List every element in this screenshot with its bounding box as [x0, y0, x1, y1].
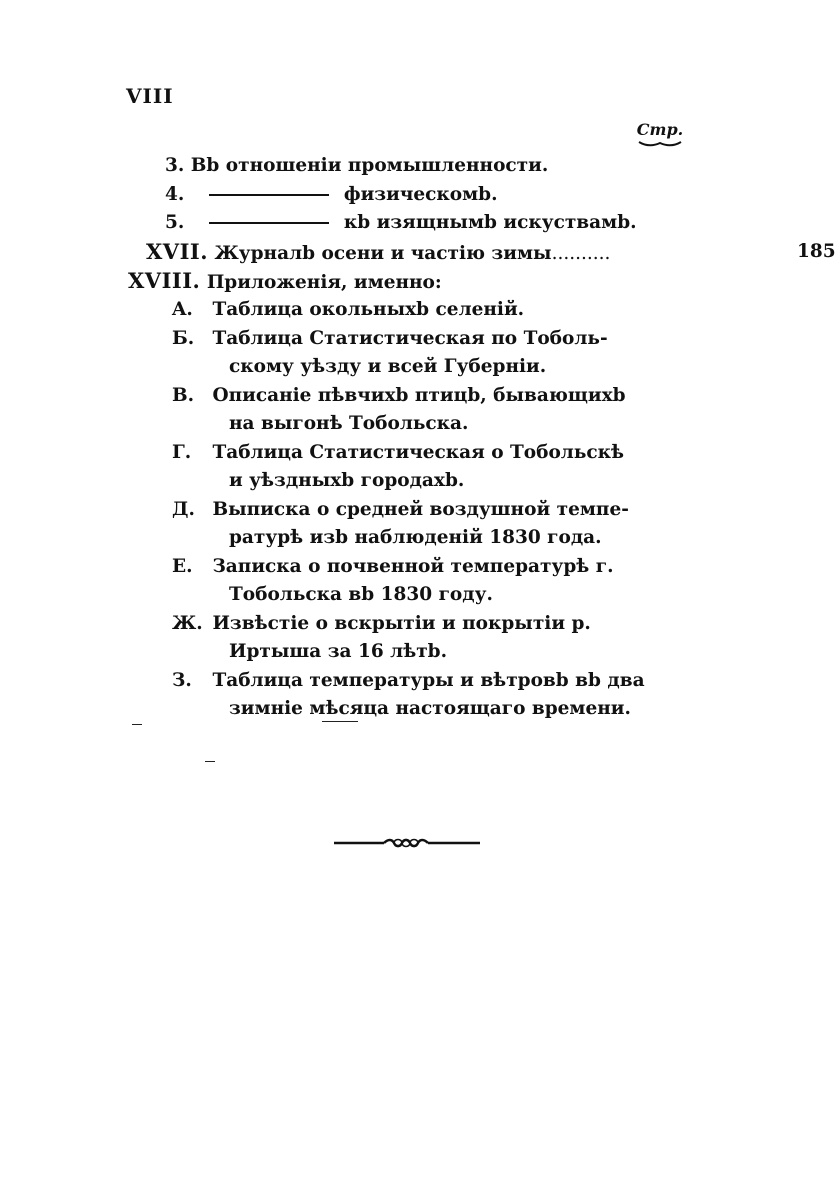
- toc-entry: [172, 498, 629, 522]
- entry-continuation: ратурѣ изb наблюденiй 1830 года.: [229, 527, 602, 548]
- page-column-header: [634, 120, 686, 149]
- entry-continuation: скому уѣзду и всей Губернiи.: [229, 356, 547, 377]
- entry-text: Таблица окольныхb селенiй.: [212, 299, 525, 320]
- entry-number: Д.: [172, 499, 195, 520]
- entry-continuation: Иртыша за 16 лѣтb.: [229, 641, 448, 662]
- entry-number: 3.: [165, 155, 185, 176]
- page-column-label: Стр.: [636, 120, 684, 139]
- toc-entry: [172, 298, 524, 322]
- stray-mark: [205, 761, 215, 762]
- entry-number: Ж.: [172, 613, 203, 634]
- leader-dots: ..........: [551, 243, 611, 264]
- toc-entry: [128, 269, 442, 295]
- entry-number: A.: [172, 299, 193, 320]
- flourish-icon: [637, 139, 683, 149]
- ditto-dash: [209, 222, 329, 224]
- entry-number: Е.: [172, 556, 193, 577]
- entry-number: XVII.: [146, 239, 209, 264]
- toc-entry: [172, 612, 591, 636]
- entry-continuation: на выгонѣ Тобольска.: [229, 413, 469, 434]
- entry-number: З.: [172, 670, 192, 691]
- entry-page-number: 185: [797, 241, 836, 262]
- entry-number: Г.: [172, 442, 192, 463]
- entry-continuation: и уѣздныхb городахb.: [229, 470, 465, 491]
- entry-text: Описанiе пѣвчихb птицb, бывающихb: [212, 385, 626, 406]
- entry-text: Таблица Статистическая о Тобольскѣ: [212, 442, 625, 463]
- entry-number: Б.: [172, 328, 195, 349]
- entry-text: Журналb осени и частiю зимы: [214, 243, 552, 264]
- toc-entry: [165, 183, 498, 207]
- entry-number: 4.: [165, 184, 185, 205]
- toc-entry: [165, 211, 637, 235]
- stray-mark: [132, 724, 142, 725]
- entry-text: физическомb.: [343, 184, 498, 205]
- entry-number: В.: [172, 385, 195, 406]
- entry-text: Таблица Статистическая по Тоболь-: [212, 328, 608, 349]
- entry-text: Записка о почвенной температурѣ г.: [212, 556, 614, 577]
- toc-entry: [165, 154, 548, 178]
- entry-text: Bb отношенiи промышленности.: [190, 155, 549, 176]
- entry-text: Таблица температуры и вѣтровb вb два: [212, 670, 645, 691]
- entry-text: Приложенiя, именно:: [206, 272, 442, 293]
- toc-entry: [172, 441, 624, 465]
- entry-number: XVIII.: [128, 268, 201, 293]
- ditto-dash: [209, 194, 329, 196]
- stray-mark: [322, 721, 358, 722]
- toc-entry: [172, 327, 608, 351]
- end-ornament-icon: [332, 836, 482, 850]
- entry-continuation: Тобольска вb 1830 году.: [229, 584, 493, 605]
- entry-number: 5.: [165, 212, 185, 233]
- page-folio: VIII: [126, 84, 174, 108]
- toc-entry: [146, 239, 836, 266]
- toc-entry: [172, 669, 645, 693]
- entry-continuation: зимнiе мѣсяца настоящаго времени.: [229, 698, 631, 719]
- entry-text: кb изящнымb искуствамb.: [343, 212, 637, 233]
- toc-entry: [172, 384, 626, 408]
- toc-entry: [172, 555, 614, 579]
- entry-text: Выписка о средней воздушной темпе-: [212, 499, 629, 520]
- entry-text: Извѣстiе о вскрытiи и покрытiи р.: [212, 613, 591, 634]
